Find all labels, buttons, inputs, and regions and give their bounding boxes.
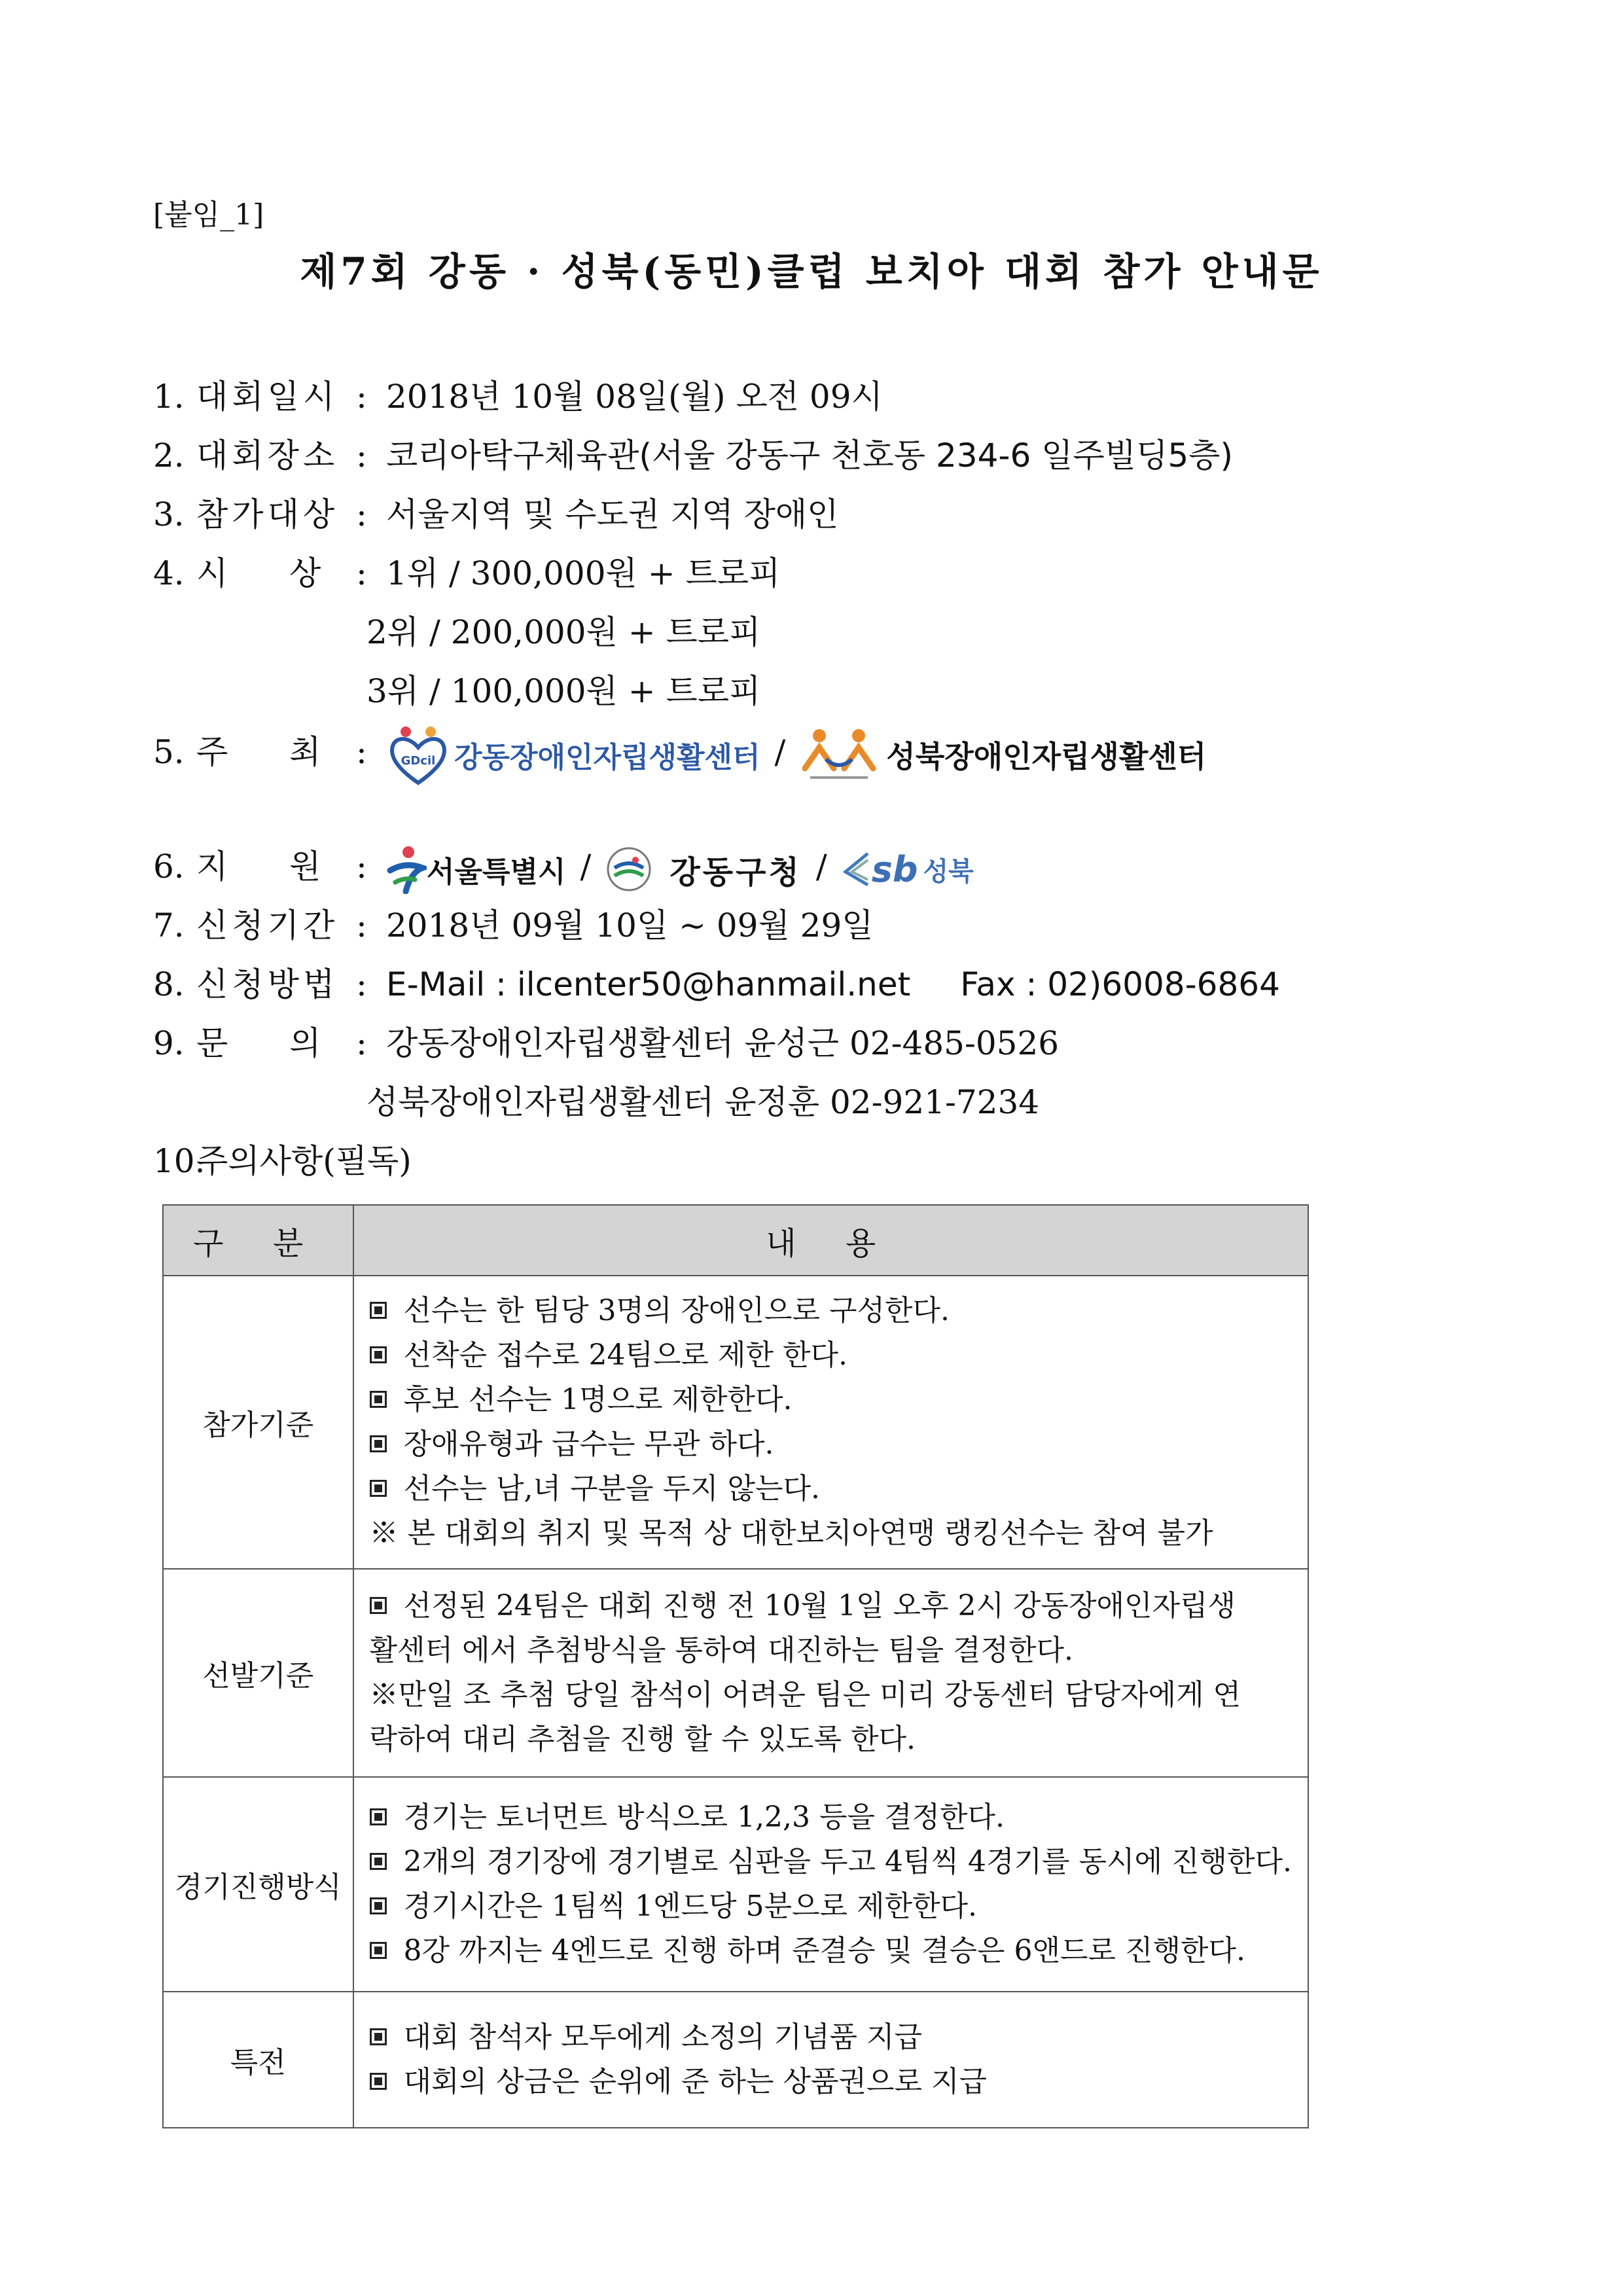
seoul-emblem-icon xyxy=(386,844,427,894)
row-category: 선발기준 xyxy=(163,1569,353,1777)
rules-table xyxy=(162,1204,1309,2128)
item-apply-period: 7. 신청기간 : 2018년 09월 10일 ~ 09월 29일 xyxy=(153,906,874,944)
bullet-square-icon xyxy=(370,1808,387,1825)
inquiry-contact-2: 성북장애인자립생활센터 윤정훈 02-921-7234 xyxy=(366,1083,1040,1121)
item-sponsors: 6. 지 원 : 서울특별시 / 강동구청 / sb 성북 xyxy=(153,840,974,894)
bullet-square-icon xyxy=(370,1597,387,1614)
row-category: 특전 xyxy=(163,1992,353,2128)
bullet-square-icon xyxy=(370,1897,387,1914)
table-row xyxy=(163,1569,1308,1777)
row-category: 경기진행방식 xyxy=(163,1777,353,1992)
table-row xyxy=(163,1992,1308,2128)
header-category: 구 분 xyxy=(163,1205,353,1276)
fax-text: Fax : 02)6008-6864 xyxy=(960,965,1280,1003)
bullet-square-icon xyxy=(370,1853,387,1870)
table-row xyxy=(163,1777,1308,1992)
header-content: 내 용 xyxy=(353,1205,1308,1276)
gdcil-heart-icon xyxy=(386,723,450,787)
row-category: 참가기준 xyxy=(163,1276,353,1569)
seongbuk-people-icon xyxy=(800,726,878,783)
prize-3: 3위 / 100,000원 + 트로피 xyxy=(366,672,761,710)
item-date: 1. 대회일시 : 2018년 10월 08일(월) 오전 09시 xyxy=(153,378,883,416)
item-participants: 3. 참가대상 : 서울지역 및 수도권 지역 장애인 xyxy=(153,495,839,533)
row-content: 대회 참석자 모두에게 소정의 기념품 지급 대회의 상금은 순위에 준 하는 상품권으로 지급 xyxy=(353,1992,1308,2128)
bullet-square-icon xyxy=(370,2073,387,2090)
bullet-square-icon xyxy=(370,2028,387,2045)
bullet-square-icon xyxy=(370,1346,387,1363)
bullet-square-icon xyxy=(370,1480,387,1497)
gangdong-office-logo: 강동구청 xyxy=(605,846,801,893)
email-text: E-Mail : ilcenter50@hanmail.net xyxy=(386,965,911,1003)
table-header-row xyxy=(163,1205,1308,1276)
row-content: 선수는 한 팀당 3명의 장애인으로 구성한다. 선착순 접수로 24팀으로 제한 한다. 후보 선수는 1명으로 제한한다. 장애유형과 급수는 무관 하다. 선수는 남,녀 구분을 두지 않는다. ※ 본 대회의 취지 및 목적 상 대한보치아연맹 랭킹선수는 참여 불가 xyxy=(353,1276,1308,1569)
item-prizes: 4. 시 상 : 1위 / 300,000원 + 트로피 xyxy=(153,554,781,592)
item-apply-method: 8. 신청방법 : E-Mail : ilcenter50@hanmail.net Fax : 02)6008-6864 xyxy=(153,965,1280,1003)
item-inquiry: 9. 문 의 : 강동장애인자립생활센터 윤성근 02-485-0526 xyxy=(153,1024,1060,1062)
prize-2: 2위 / 200,000원 + 트로피 xyxy=(366,613,761,651)
seongbuk-office-logo: sb 성북 xyxy=(842,849,974,890)
row-content: 경기는 토너먼트 방식으로 1,2,3 등을 결정한다. 2개의 경기장에 경기별로 심판을 두고 4팀씩 4경기를 동시에 진행한다. 경기시간은 1팀씩 1엔드당 5분으로 제한한다. 8강 까지는 4엔드로 진행 하며 준결승 및 결승은 6앤드로 진행한다. xyxy=(353,1777,1308,1992)
gangdong-center-logo: GDcil 강동장애인자립생활센터 xyxy=(386,723,760,787)
item-hosts: 5. 주 최 : GDcil 강동장애인자립생활센터 / 성북장애인자립생활센터 xyxy=(153,723,1206,787)
bullet-square-icon xyxy=(370,1942,387,1959)
item-notes: 10.주의사항(필독) xyxy=(153,1142,412,1180)
seoul-city-logo: 서울특별시 xyxy=(386,844,566,894)
attachment-label: [붙임_1] xyxy=(153,198,264,232)
seongbuk-swoosh-icon xyxy=(842,850,872,889)
bullet-square-icon xyxy=(370,1435,387,1452)
row-content: 선정된 24팀은 대회 진행 전 10월 1일 오후 2시 강동장애인자립생 활센터 에서 추첨방식을 통하여 대진하는 팀을 결정한다. ※만일 조 추첨 당일 참석이 어려운 팀은 미리 강동센터 담당자에게 연 락하여 대리 추첨을 진행 할 수 있도록 한다. xyxy=(353,1569,1308,1777)
gangdong-emblem-icon xyxy=(605,846,652,893)
seongbuk-center-logo: 성북장애인자립생활센터 xyxy=(800,726,1206,783)
svg-text:GDcil: GDcil xyxy=(401,754,436,768)
table-row xyxy=(163,1276,1308,1569)
page-title: 제7회 강동 · 성북(동민)클럽 보치아 대회 참가 안내문 xyxy=(300,249,1323,294)
item-venue: 2. 대회장소 : 코리아탁구체육관(서울 강동구 천호동 234-6 일주빌딩5층) xyxy=(153,437,1233,475)
bullet-square-icon xyxy=(370,1391,387,1408)
bullet-square-icon xyxy=(370,1302,387,1319)
